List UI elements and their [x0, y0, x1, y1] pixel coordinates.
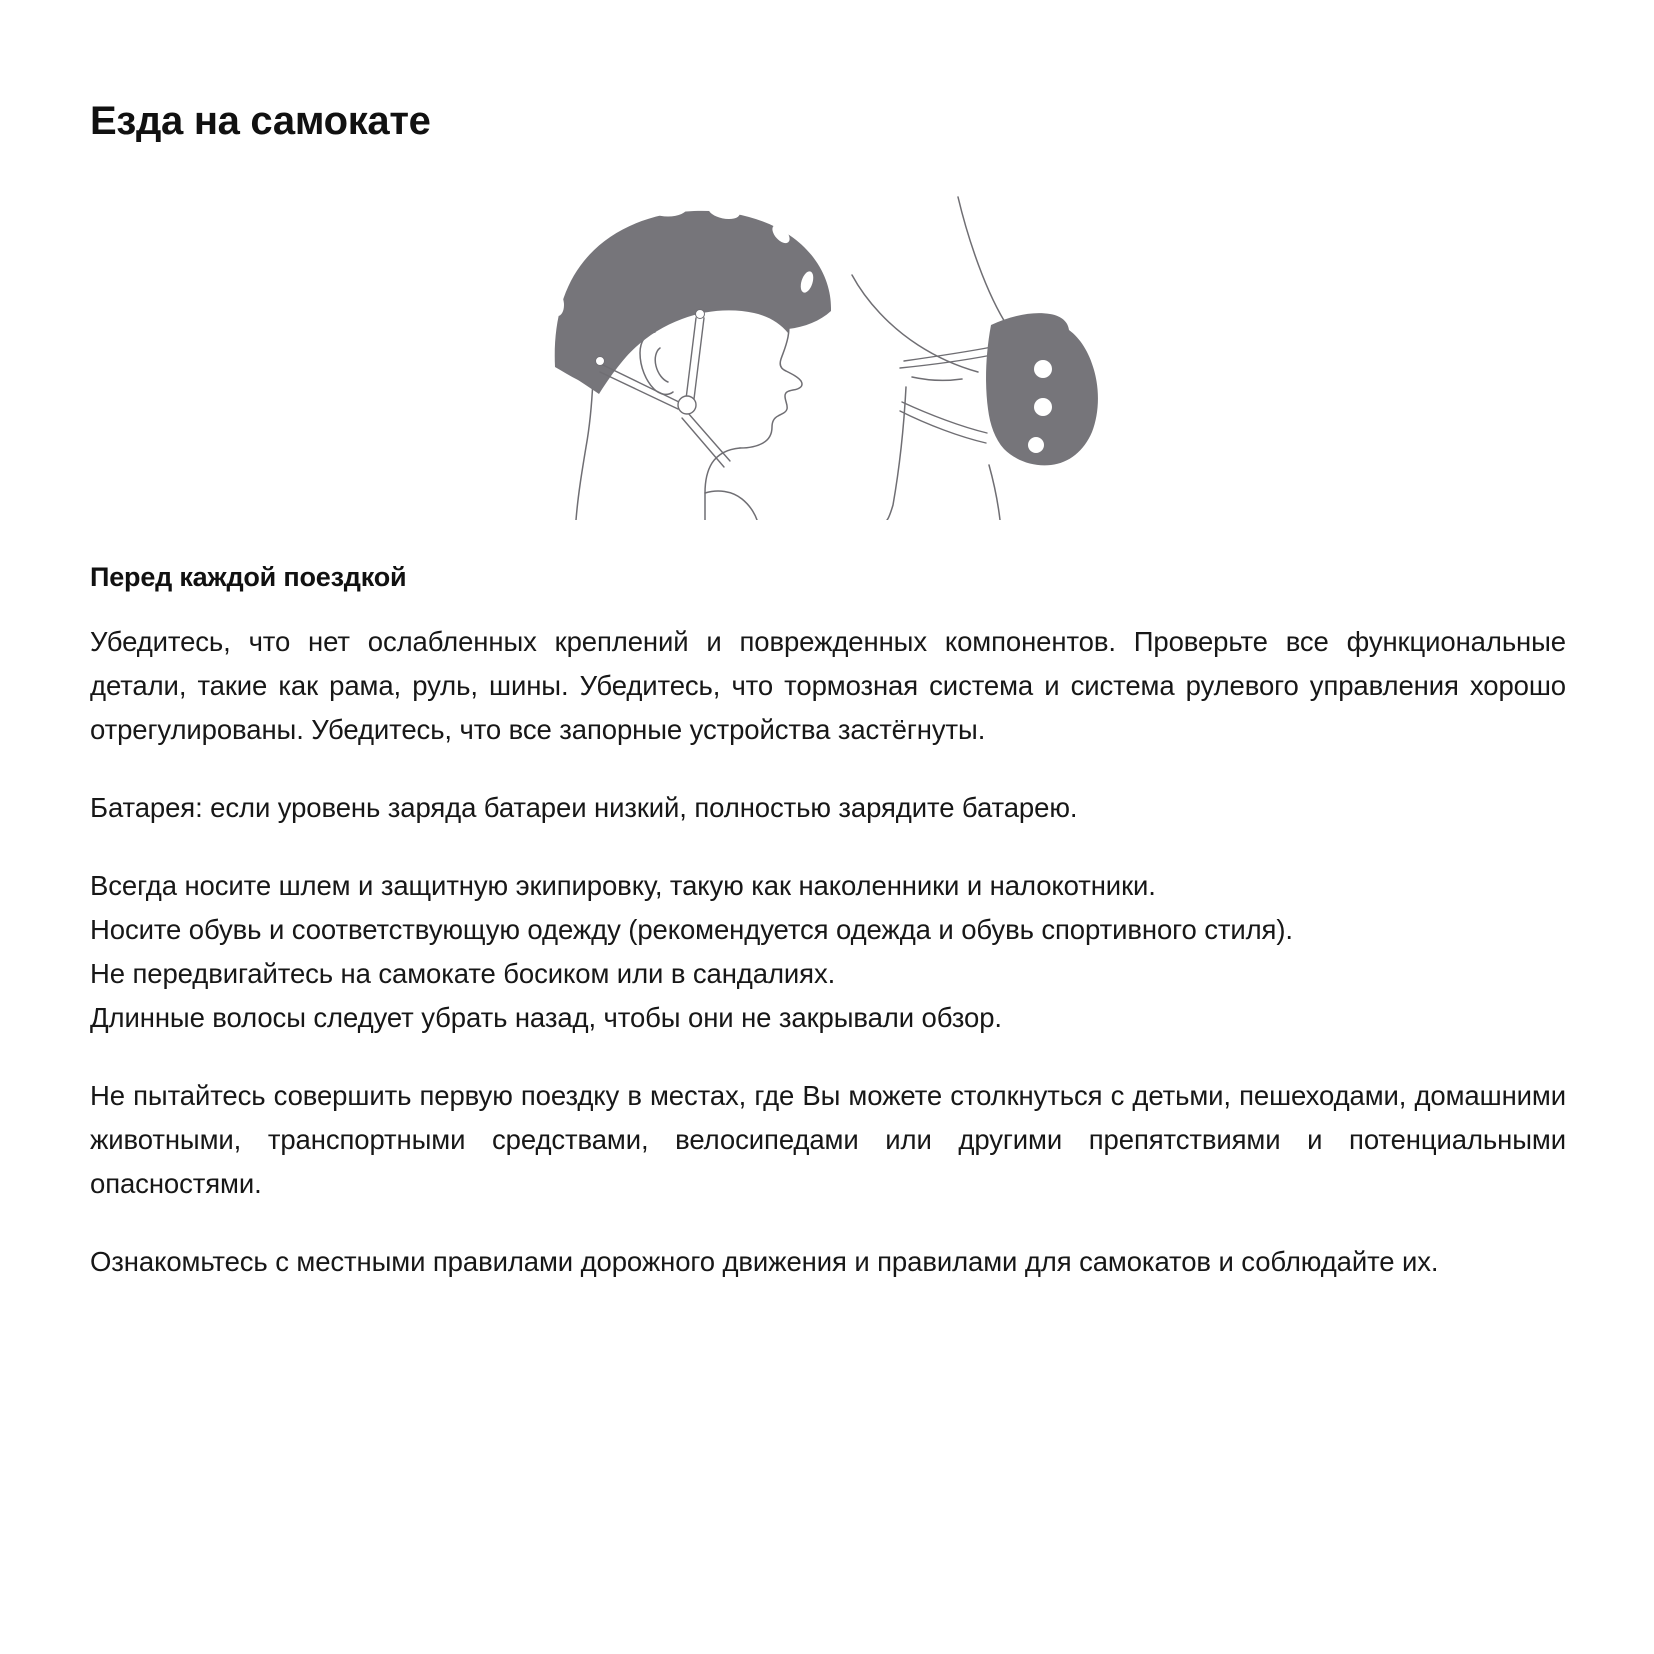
safety-gear-illustration	[500, 175, 1140, 520]
gear-line-footwear: Не передвигайтесь на самокате босиком или в сандалиях.	[90, 958, 836, 989]
arm-profile-lines	[852, 197, 1008, 520]
paragraph-pre-ride-check: Убедитесь, что нет ослабленных креплений и поврежденных компонентов. Проверьте все функциональные детали, такие как рама, руль, шины. Убедитесь, что тормозная система и система рулевого управления хорошо отрегулированы. Убедитесь, что все запорные устройства застёгнуты.	[90, 626, 1566, 745]
elbow-pad-straps	[900, 347, 992, 443]
section-heading-before-each-ride: Перед каждой поездкой	[90, 562, 407, 593]
gear-line-helmet: Всегда носите шлем и защитную экипировку, такую как наколенники и налокотники.	[90, 870, 1156, 901]
shoulder-lines	[705, 491, 757, 520]
page-title: Езда на самокате	[90, 98, 431, 143]
paragraph-local-traffic-rules: Ознакомьтесь с местными правилами дорожного движения и правилами для самокатов и соблюдайте их.	[90, 1246, 1439, 1277]
gear-line-clothing: Носите обувь и соответствующую одежду (рекомендуется одежда и обувь спортивного стиля).	[90, 914, 1293, 945]
safety-gear-svg	[500, 175, 1140, 520]
paragraph-first-ride-location: Не пытайтесь совершить первую поездку в местах, где Вы можете столкнуться с детьми, пешеходами, домашними животными, транспортными средствами, велосипедами или другими препятствиями и потенциальными опасностями.	[90, 1080, 1566, 1199]
paragraph-protective-gear	[90, 864, 1566, 1040]
paragraph-battery: Батарея: если уровень заряда батареи низкий, полностью зарядите батарею.	[90, 792, 1078, 823]
body-content	[90, 620, 1566, 1284]
gear-line-hair: Длинные волосы следует убрать назад, чтобы они не закрывали обзор.	[90, 1002, 1002, 1033]
